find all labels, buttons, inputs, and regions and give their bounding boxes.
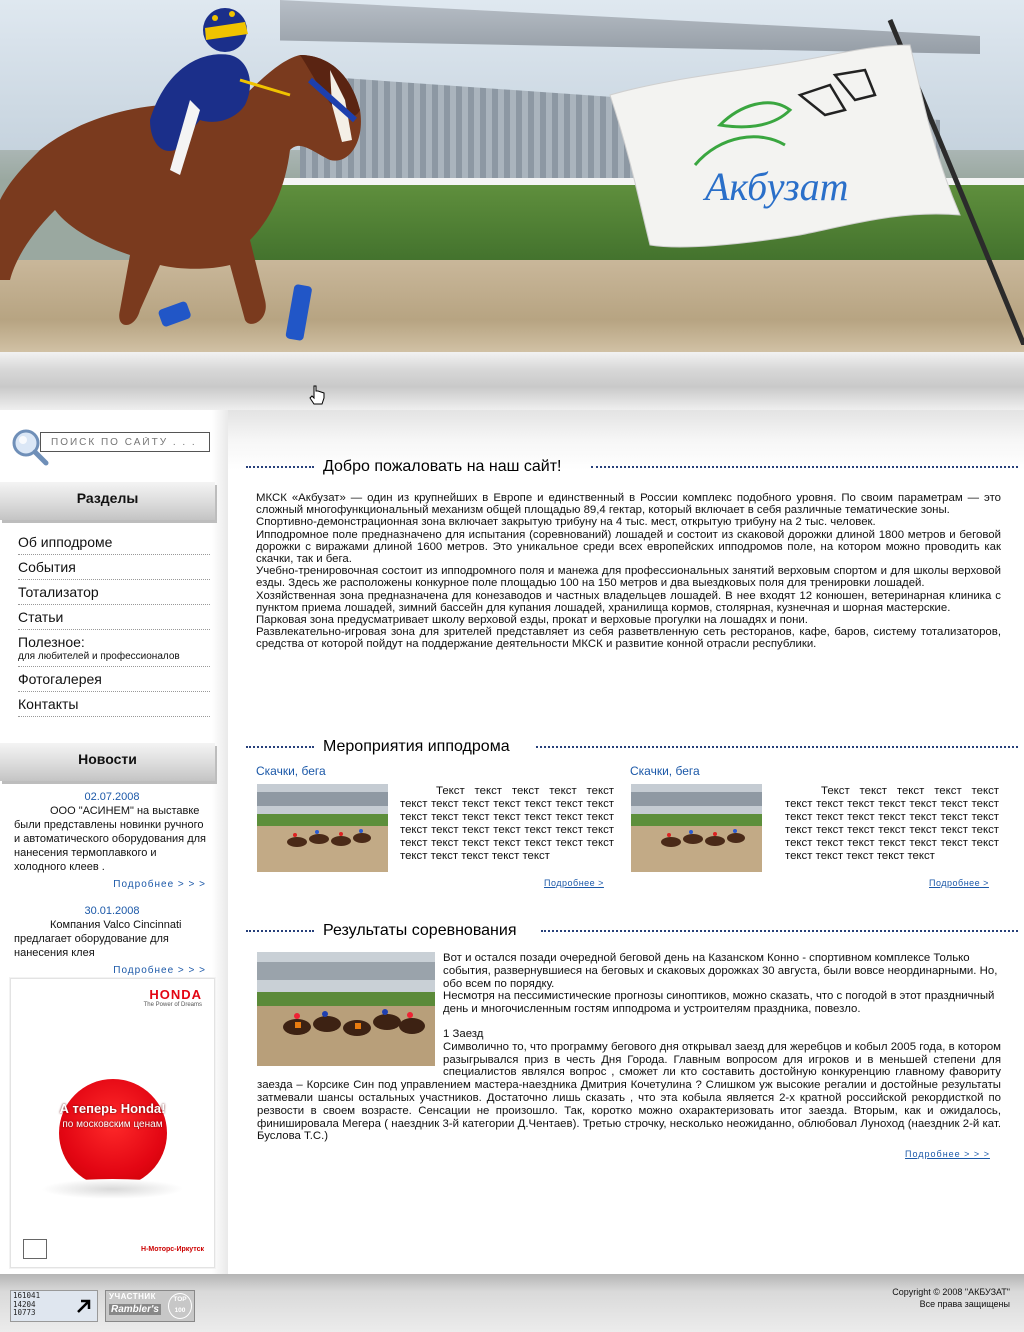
honda-slogan: The Power of Dreams (143, 1002, 202, 1008)
menu-item-useful-sub: для любителей и профессионалов (18, 651, 180, 662)
ad-headline: А теперь Honda! (59, 1101, 166, 1116)
event-text: Текст текст текст текст текст текст текст текст текст текст текст текст текст текст текст текст текст текст текст текст текст текст текст текст текст текст текст текст текст текст текст текст текст текст текст текст текст текст (785, 785, 999, 862)
menu-item-about[interactable]: Об ипподроме (18, 532, 210, 555)
counter-value: 161041 (13, 1291, 41, 1300)
welcome-paragraph: Развлекательно-игровая зона для зрителей представляет из себя разветвленную сеть ресторанов, кафе, баров, систему тотализаторов, средства от которой пойдут на поддержание деятельности МКСК и развитие конной отрасли республики. (256, 626, 1001, 651)
counter-values (13, 1292, 40, 1318)
news-text: ООО "АСИНЕМ" на выставке были представлены новинки ручного и автоматического оборудования для нанесения термоплавкого и холодного клеев . (14, 805, 206, 873)
welcome-title: Добро пожаловать на наш сайт! (323, 458, 562, 475)
menu-item-events[interactable]: События (18, 557, 210, 580)
event-text: Текст текст текст текст текст текст текст текст текст текст текст текст текст текст текст текст текст текст текст текст текст текст текст текст текст текст текст текст текст текст текст текст текст текст текст текст текст текст (400, 785, 614, 862)
sections-header (0, 482, 215, 520)
event-label[interactable]: Скачки, бега (256, 764, 326, 778)
race-text: Символично то, что программу бегового дня открывал заезд для жеребцов и кобыл 2005 года, в котором разыгрывался приз в честь Дня Города. Главным вопросом для игроков и в меньшей степени для специалистов являлся вопрос , сможет ли кто составить достойную конкуренцию главному фавориту заезда – Корсике Син под управлением мастера-наездника Дмитрия Кочетулина ? Слишком уж высокие регалии и достойные результаты затмевали шансы остальных участников. Достаточно лишь сказать , что эта кобыла является 2-х кратной российской рекордисткой по резвости в своем возрасте. Сенсации не произошло. Так, коротко можно охарактеризовать итог заезда. Вторым, как и ожидалось, финишировала Мегера ( наездник 3-й категории Д.Чентаев). Третью строчку, несколько неожиданно, облюбовал Луноход (наездник 2-й кат. Буслова Т.С.) (257, 1040, 1001, 1143)
news-date: 02.07.2008 (84, 791, 140, 803)
menu-item-useful[interactable] (18, 632, 210, 667)
copyright-text: Copyright © 2008 "АКБУЗАТ" (892, 1287, 1010, 1297)
rambler-top-label: УЧАСТНИК (109, 1292, 157, 1301)
news-item (14, 904, 210, 978)
red-sun-circle (59, 1079, 167, 1187)
honda-brand: HONDA (149, 987, 202, 1002)
menu-item-articles[interactable]: Статьи (18, 607, 210, 630)
counter-value: 10773 (13, 1308, 36, 1317)
arrow-up-right-icon (75, 1297, 93, 1315)
race-label: 1 Заезд (443, 1027, 484, 1040)
events-title: Мероприятия ипподрома (323, 738, 510, 755)
search-input[interactable] (40, 432, 210, 452)
title-dots-left (246, 746, 314, 748)
results-title: Результаты соревнования (323, 922, 517, 939)
welcome-title-row (246, 457, 1018, 477)
liveinternet-counter[interactable] (10, 1290, 98, 1322)
left-sidebar (0, 410, 228, 1274)
main-content (228, 410, 1024, 1274)
rights-text: Все права защищены (919, 1299, 1010, 1309)
welcome-text (256, 492, 1001, 651)
title-dots-left (246, 466, 314, 468)
racehorse-jockey-icon (0, 0, 380, 380)
welcome-paragraph: Ипподромное поле предназначено для испытания (соревнований) лошадей и состоит из скаковой дорожки длиной 1800 метров и беговой дорожки с виражами длиной 1600 метров. Это уникальное среди всех европейских ипподромов поле, на котором можно проводить как скачки, так и бега. (256, 528, 1001, 566)
cursor-icon (308, 384, 326, 408)
honda-h-icon (23, 1239, 47, 1259)
rambler-name: Rambler's (111, 1304, 159, 1315)
welcome-paragraph: Спортивно-демонстрационная зона включает закрытую трибуну на 4 тыс. мест, открытую трибуну на 2 тыс. человек. (256, 516, 876, 529)
event-more-link[interactable]: Подробнее > (929, 878, 989, 888)
flag-logo-text: Акбузат (705, 164, 849, 209)
menu-item-totalizator[interactable]: Тотализатор (18, 582, 210, 605)
news-text: Компания Valco Cincinnati предлагает оборудование для нанесения клея (14, 919, 182, 959)
race-photo[interactable] (257, 784, 388, 872)
results-intro: Вот и остался позади очередной беговой день на Казанском Конно - спортивном комплексе Только события, развернувшиеся на беговых и скаковых дорожках 30 августа, были вовсе неординарными. Но, обо всем по порядку. (443, 952, 998, 990)
title-dots-right (591, 466, 1018, 468)
counter-value: 14204 (13, 1299, 36, 1309)
news-more-link[interactable]: Подробнее > > > (113, 879, 206, 890)
news-date: 30.01.2008 (84, 905, 140, 917)
race-results-photo[interactable] (257, 952, 435, 1066)
title-dots-right (541, 930, 1018, 932)
events-title-row (246, 737, 1018, 757)
welcome-paragraph: МКСК «Акбузат» — один из крупнейших в Европе и единственный в России комплекс подобного уровня. По своим параметрам — это сложный многофункциональный механизм общей площадью 89,4 гектар, который включает в себя различные тематические зоны. (256, 492, 1001, 517)
honda-ad-banner[interactable] (10, 978, 215, 1268)
news-title: Новости (78, 751, 137, 767)
event-more-link[interactable]: Подробнее > (544, 878, 604, 888)
akbuzat-flag-icon (600, 15, 1024, 345)
news-item (14, 790, 210, 892)
news-header (0, 743, 215, 781)
menu-item-useful-label: Полезное: (18, 634, 85, 650)
magnifier-search-icon[interactable] (10, 428, 50, 466)
sections-menu (18, 532, 210, 719)
header-banner (0, 0, 1024, 410)
sections-title: Разделы (76, 490, 139, 506)
news-more-link[interactable]: Подробнее > > > (113, 965, 206, 976)
title-dots-right (536, 746, 1018, 748)
event-label[interactable]: Скачки, бега (630, 764, 700, 778)
title-dots-left (246, 930, 314, 932)
menu-item-gallery[interactable]: Фотогалерея (18, 669, 210, 692)
welcome-paragraph: Парковая зона предусматривает школу верховой езды, прокат и верховые прогулки на лошадях и пони. (256, 614, 808, 627)
welcome-paragraph: Учебно-тренировочная состоит из ипподромного поля и манежа для профессиональных занятий верховым спортом и для школы верховой езды. Здесь же расположены конкурное поле площадью 100 на 150 метров и два выездковых поля для тренировки лошадей. (256, 565, 1001, 590)
honda-logo (144, 987, 202, 1008)
results-more-link[interactable]: Подробнее > > > (905, 1149, 990, 1159)
welcome-paragraph: Хозяйственная зона предназначена для конезаводов и частных владельцев лошадей. В нее входят 12 конюшен, ветеринарная клиника с пунктом приема лошадей, зимний бассейн для купания лошадей, хранилища кормов, столярная, кузнечная и шорная мастерские. (256, 589, 1001, 614)
search-box (10, 428, 215, 464)
race-photo[interactable] (631, 784, 762, 872)
menu-item-contacts[interactable]: Контакты (18, 694, 210, 717)
results-intro-2: Несмотря на пессимистические прогнозы синоптиков, можно сказать, что с погодой в этот праздничный день и многочисленным гостям ипподрома и устроителям праздника, повезло. (443, 990, 995, 1016)
footer (0, 1274, 1024, 1332)
results-title-row (246, 921, 1018, 941)
ad-subline: по московским ценам (62, 1119, 163, 1130)
copyright-block (892, 1286, 1010, 1310)
top100-badge: TOP 100 (168, 1293, 192, 1319)
news-list (14, 790, 210, 990)
ad-dealer: Н-Моторс-Иркутск (141, 1246, 204, 1253)
ad-shadow (41, 1179, 184, 1199)
rambler-top100-badge[interactable] (105, 1290, 195, 1322)
